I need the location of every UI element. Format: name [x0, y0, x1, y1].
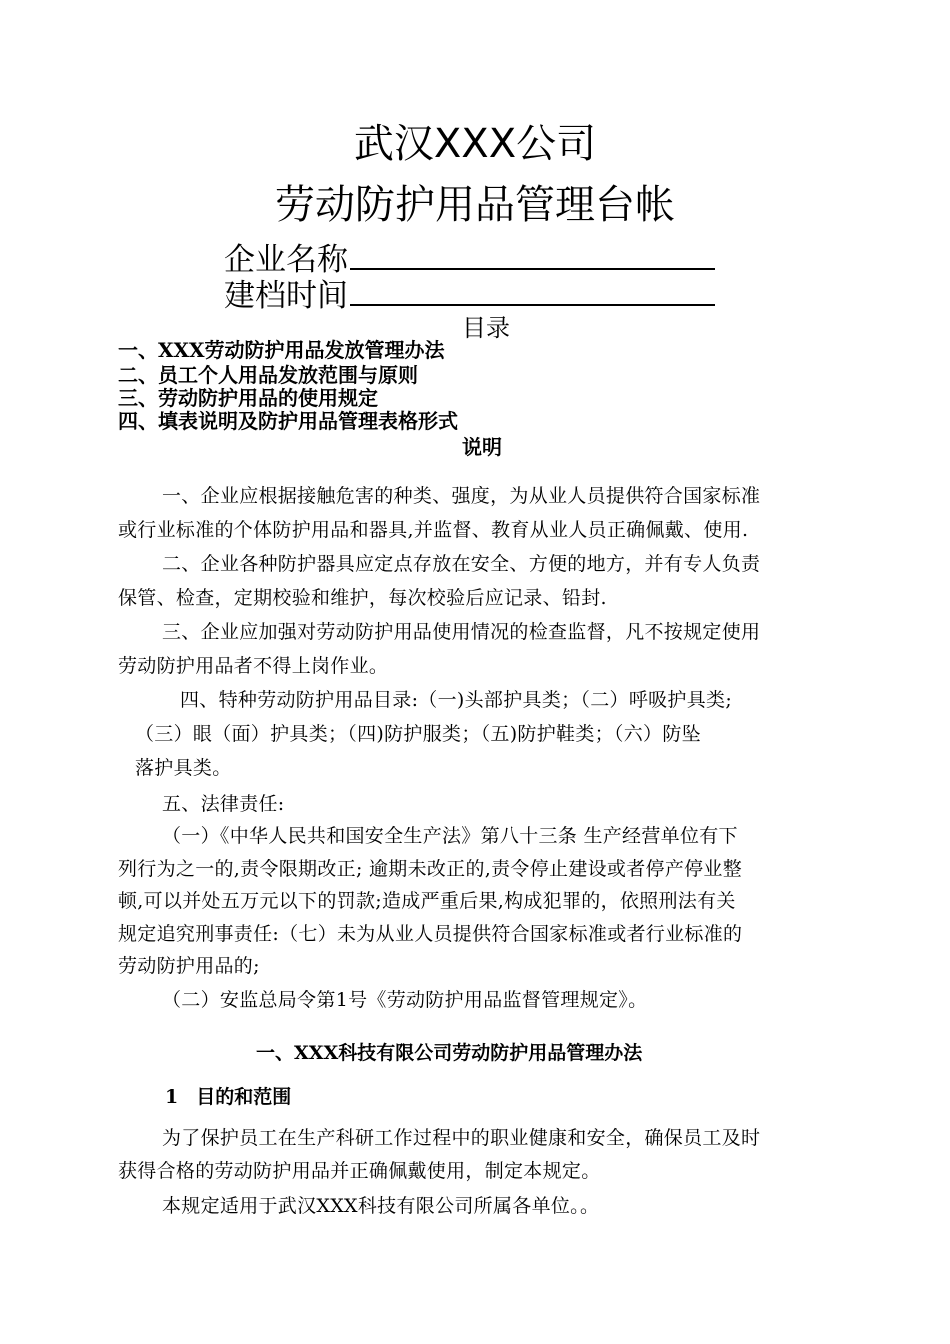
- page-title: 武汉XXX公司: [353, 121, 597, 167]
- subsection-number: 1: [165, 1086, 179, 1108]
- toc-item: 四、填表说明及防护用品管理表格形式: [118, 409, 458, 433]
- note-line: 五、法律责任:: [162, 793, 285, 815]
- section-line: 为了保护员工在生产科研工作过程中的职业健康和安全，确保员工及时: [162, 1127, 761, 1149]
- note-line: 四、特种劳动防护用品目录:（一)头部护具类；（二）呼吸护具类;: [180, 689, 733, 711]
- section-line: 获得合格的劳动防护用品并正确佩戴使用，制定本规定。: [118, 1160, 601, 1182]
- section-heading: 一、XXX科技有限公司劳动防护用品管理办法: [256, 1042, 643, 1064]
- note-line: 保管、检查，定期校验和维护，每次校验后应记录、铅封.: [118, 587, 607, 609]
- subsection-title: 目的和范围: [196, 1086, 292, 1108]
- company-name-field: [224, 238, 715, 278]
- company-name-label: 企业名称: [224, 242, 348, 278]
- note-line: 落护具类。: [135, 757, 232, 779]
- archive-date-blank: [350, 274, 715, 306]
- notes-heading: 说明: [462, 435, 502, 459]
- note-line: 二、企业各种防护器具应定点存放在安全、方便的地方，并有专人负责: [162, 553, 761, 575]
- note-line: 劳动防护用品者不得上岗作业。: [118, 655, 389, 677]
- note-line: 或行业标准的个体防护用品和器具,并监督、教育从业人员正确佩戴、使用.: [118, 519, 749, 541]
- page-subtitle: 劳动防护用品管理台帐: [275, 182, 675, 228]
- subsection-heading: [165, 1082, 291, 1109]
- note-line: 三、企业应加强对劳动防护用品使用情况的检查监督，凡不按规定使用: [162, 621, 761, 643]
- toc-item: 二、员工个人用品发放范围与原则: [118, 363, 418, 387]
- toc-heading: 目录: [462, 314, 510, 342]
- section-line: 本规定适用于武汉XXX科技有限公司所属各单位。。: [162, 1195, 600, 1217]
- toc-item: 三、劳动防护用品的使用规定: [118, 386, 378, 410]
- note-line: （二）安监总局令第1号《劳动防护用品监督管理规定》。: [162, 989, 648, 1011]
- note-line: 列行为之一的,责令限期改正; 逾期未改正的,责令停止建设或者停产停业整: [118, 858, 743, 880]
- note-line: 规定追究刑事责任:（七）未为从业人员提供符合国家标准或者行业标准的: [118, 923, 743, 945]
- toc-item: 一、XXX劳动防护用品发放管理办法: [118, 338, 445, 362]
- archive-date-label: 建档时间: [224, 278, 348, 314]
- note-line: （一）《中华人民共和国安全生产法》第八十三条 生产经营单位有下: [162, 825, 738, 847]
- note-line: 一、企业应根据接触危害的种类、强度，为从业人员提供符合国家标准: [162, 485, 761, 507]
- note-line: 顿,可以并处五万元以下的罚款;造成严重后果,构成犯罪的，依照刑法有关: [118, 890, 736, 912]
- note-line: （三）眼（面）护具类；（四)防护服类；（五)防护鞋类；（六）防坠: [135, 723, 701, 745]
- note-line: 劳动防护用品的;: [118, 955, 260, 977]
- company-name-blank: [350, 238, 715, 270]
